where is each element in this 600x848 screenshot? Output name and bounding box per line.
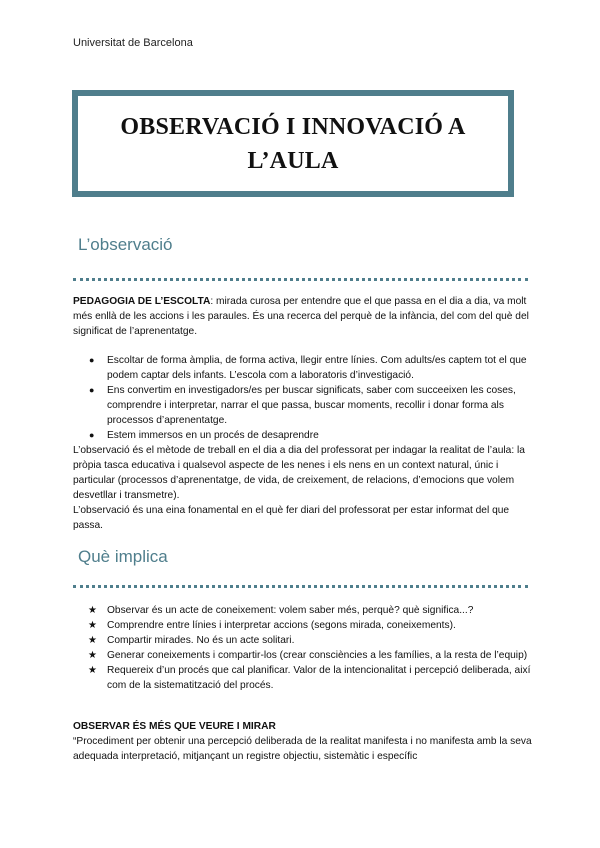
bullet-list: [73, 353, 533, 443]
dotted-divider: [73, 585, 528, 588]
tool-paragraph: L’observació és una eina fonamental en el què fer diari del professorat per estar informat del que passa.: [73, 505, 510, 531]
star-icon: ★: [88, 620, 97, 631]
title-line-1: OBSERVACIÓ I INNOVACIÓ A: [120, 113, 466, 140]
bullet-icon: ●: [89, 385, 95, 395]
page-title: [120, 110, 465, 178]
star-text: Comprendre entre línies i interpretar accions (segons mirada, coneixements).: [107, 620, 456, 631]
section-heading-que-implica: Què implica: [78, 547, 168, 566]
subheading-observar: OBSERVAR ÉS MÉS QUE VEURE I MIRAR: [73, 721, 276, 732]
bullet-text: Ens convertim en investigadors/es per buscar significats, saber com succeeixen les coses, comprendre i interpretar, narrar el que passa, buscar moments, recollir i donar forma als processos d’aprenentatge.: [107, 385, 516, 426]
title-box: [72, 90, 514, 197]
star-icon: ★: [88, 650, 97, 661]
star-text: Compartir mirades. No és un acte solitari.: [107, 635, 295, 646]
star-icon: ★: [88, 665, 97, 676]
section-heading-observacio: L’observació: [78, 235, 173, 254]
dotted-divider: [73, 278, 528, 281]
intro-paragraph: [73, 294, 533, 339]
star-text: Generar coneixements i compartir-los (crear consciències a les famílies, a la resta de l’equip): [107, 650, 528, 661]
list-item: [73, 618, 533, 633]
intro-bold: PEDAGOGIA DE L’ESCOLTA: [73, 296, 211, 307]
bullet-text: Escoltar de forma àmplia, de forma activa, llegir entre línies. Com adults/es captem tot el que podem captar dels infants. L’escola com a laboratoris d’investigació.: [107, 355, 527, 381]
header-org: Universitat de Barcelona: [73, 37, 193, 49]
list-item: [73, 603, 533, 618]
star-icon: ★: [88, 635, 97, 646]
list-item: [73, 383, 533, 428]
quote-paragraph: “Procediment per obtenir una percepció deliberada de la realitat manifesta i no manifesta amb la seva adequada interpretació, mitjançant un registre objectiu, sistemàtic i específic: [73, 736, 532, 762]
list-item: [73, 633, 533, 648]
list-item: [73, 663, 533, 693]
bullet-icon: ●: [89, 430, 95, 440]
star-list: [73, 603, 533, 693]
star-text: Requereix d’un procés que cal planificar. Valor de la intencionalitat i percepció deliberada, així com de la sistematització del procés.: [107, 665, 531, 691]
title-line-2: L’AULA: [247, 147, 339, 174]
list-item: [73, 648, 533, 663]
star-text: Observar és un acte de coneixement: volem saber més, perquè? què significa...?: [107, 605, 474, 616]
star-icon: ★: [88, 605, 97, 616]
method-paragraph: L’observació és el mètode de treball en el dia a dia del professorat per indagar la realitat de l’aula: la pròpia tasca educativa i qualsevol aspecte de les nenes i els nens en un context natural, únic i particular (processos d’aprenentatge, de vida, de creixement, de relacions, d’emocions que volem desvetllar i transmetre).: [73, 445, 525, 501]
bullet-icon: ●: [89, 355, 95, 365]
list-item: [73, 428, 533, 443]
bullet-text: Estem immersos en un procés de desaprendre: [107, 430, 319, 441]
intro-text: : mirada curosa per entendre que el que passa en el dia a dia, va molt més enllà de les accions i les paraules. És una recerca del perquè de la infància, del com del què del significat de l’aprenentatge.: [73, 296, 529, 337]
list-item: [73, 353, 533, 383]
